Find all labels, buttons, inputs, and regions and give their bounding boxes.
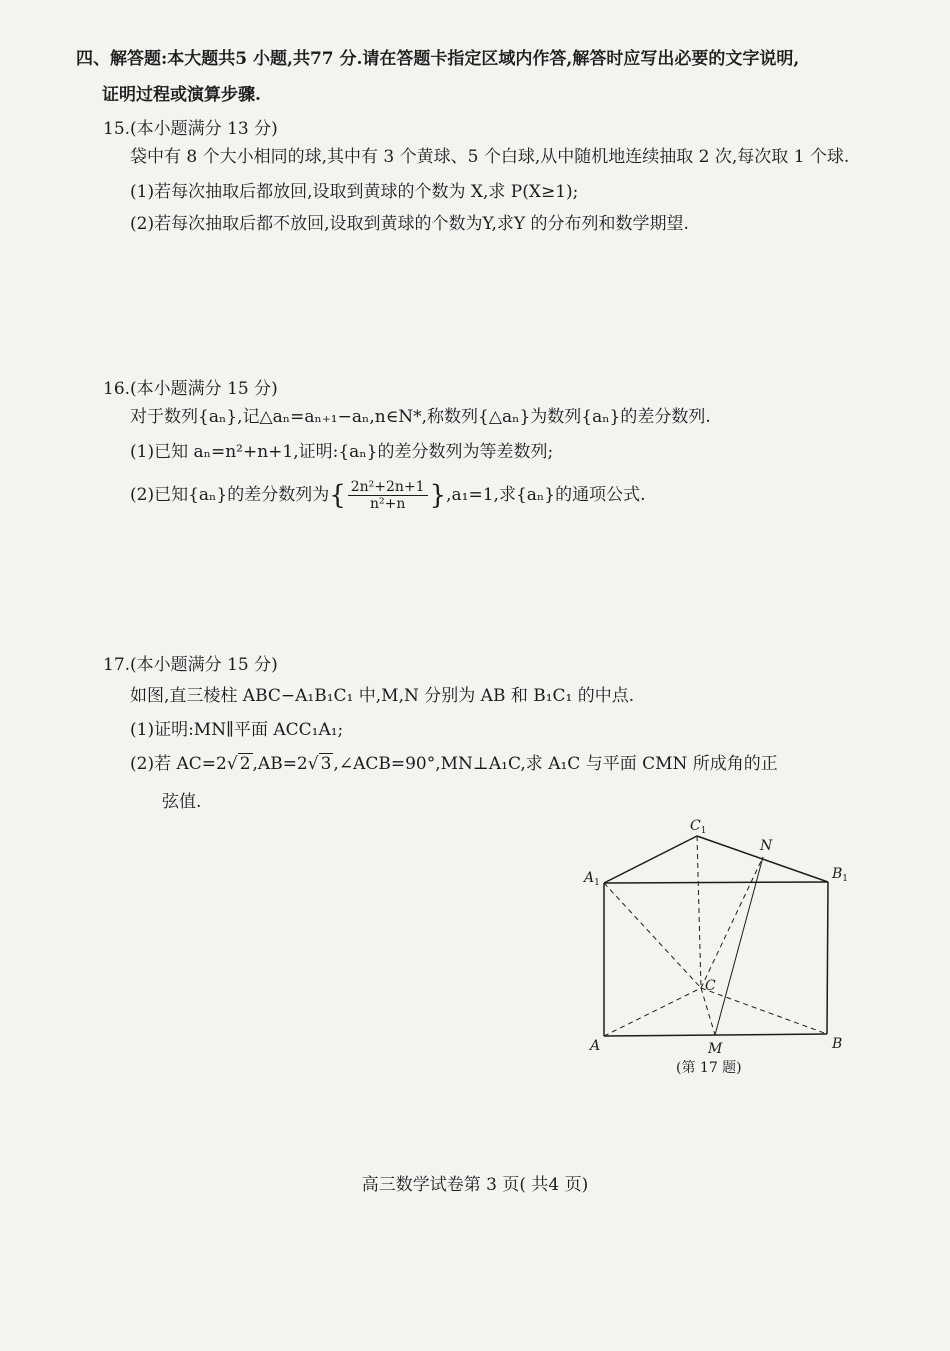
page-footer: 高三数学试卷第 3 页( 共4 页) [361, 1175, 589, 1195]
q15-stem: 袋中有 8 个大小相同的球,其中有 3 个黄球、5 个白球,从中随机地连续抽取 2 次,每次取 1 个球. [130, 147, 850, 167]
q17-stem: 如图,直三棱柱 ABC−A₁B₁C₁ 中,M,N 分别为 AB 和 B₁C₁ 的中点. [130, 686, 635, 706]
q17-part2-continued: 弦值. [162, 792, 202, 812]
q16-header: 16.(本小题满分 15 分) [103, 379, 278, 399]
q15-header: 15.(本小题满分 13 分) [103, 119, 278, 139]
q17-part2-b: ,AB=2 [252, 754, 308, 774]
q16-fraction-denominator: n²+n [369, 496, 406, 512]
edge-b1-b [827, 882, 828, 1034]
label-a1: $A_1$ [584, 870, 600, 888]
label-b: B [832, 1036, 843, 1052]
sqrt-3: √ 3 [307, 754, 332, 774]
edge-c1-c [697, 836, 701, 988]
edge-a1-b1 [604, 882, 828, 883]
q16-part2-suffix: ,a₁=1,求{aₙ}的通项公式. [446, 485, 646, 505]
sqrt-2: √ 2 [226, 754, 251, 774]
q16-part1: (1)已知 aₙ=n²+n+1,证明:{aₙ}的差分数列为等差数列; [130, 442, 554, 462]
segment-c-m [701, 988, 715, 1035]
label-b1: $B_1$ [832, 866, 849, 884]
section-title-line1: 四、解答题:本大题共5 小题,共77 分.请在答题卡指定区域内作答,解答时应写出必要的文字说明, [76, 49, 800, 69]
edge-a-c [604, 988, 701, 1036]
q17-part2 [130, 753, 778, 775]
label-n: N [760, 838, 773, 854]
prism-figure [570, 810, 850, 1060]
edge-a1-c1 [604, 836, 697, 883]
q15-part1: (1)若每次抽取后都放回,设取到黄球的个数为 X,求 P(X≥1); [130, 182, 579, 202]
q16-part2: (2)已知{aₙ}的差分数列为{ $\frac{\text{2n²+2n+1}}{\text{n²+n}}$ },a₁=1,求{aₙ}的通项公式. [130, 479, 646, 512]
label-m: M [708, 1041, 723, 1057]
label-c1: $C_1$ [690, 818, 707, 836]
q16-part2-prefix: (2)已知{aₙ}的差分数列为 [130, 485, 330, 505]
segment-c-n [701, 857, 763, 988]
label-a: A [590, 1038, 601, 1054]
segment-a1-c [604, 883, 701, 988]
q17-part2-c: ,∠ACB=90°,MN⊥A₁C,求 A₁C 与平面 CMN 所成角的正 [333, 754, 778, 774]
edge-c-b [701, 988, 827, 1034]
q15-part2: (2)若每次抽取后都不放回,设取到黄球的个数为Y,求Y 的分布列和数学期望. [130, 214, 689, 234]
q17-header: 17.(本小题满分 15 分) [103, 655, 278, 675]
section-title-line2: 证明过程或演算步骤. [102, 85, 261, 105]
figure-caption: (第 17 题) [676, 1060, 742, 1076]
q16-stem: 对于数列{aₙ},记△aₙ=aₙ₊₁−aₙ,n∈N*,称数列{△aₙ}为数列{aₙ}的差分数列. [130, 407, 711, 427]
q17-part1: (1)证明:MN∥平面 ACC₁A₁; [130, 720, 344, 740]
q17-part2-a: (2)若 AC=2 [130, 754, 227, 774]
q16-fraction [348, 479, 428, 512]
q16-fraction-numerator: 2n²+2n+1 [348, 479, 428, 496]
label-c: C [705, 978, 716, 994]
